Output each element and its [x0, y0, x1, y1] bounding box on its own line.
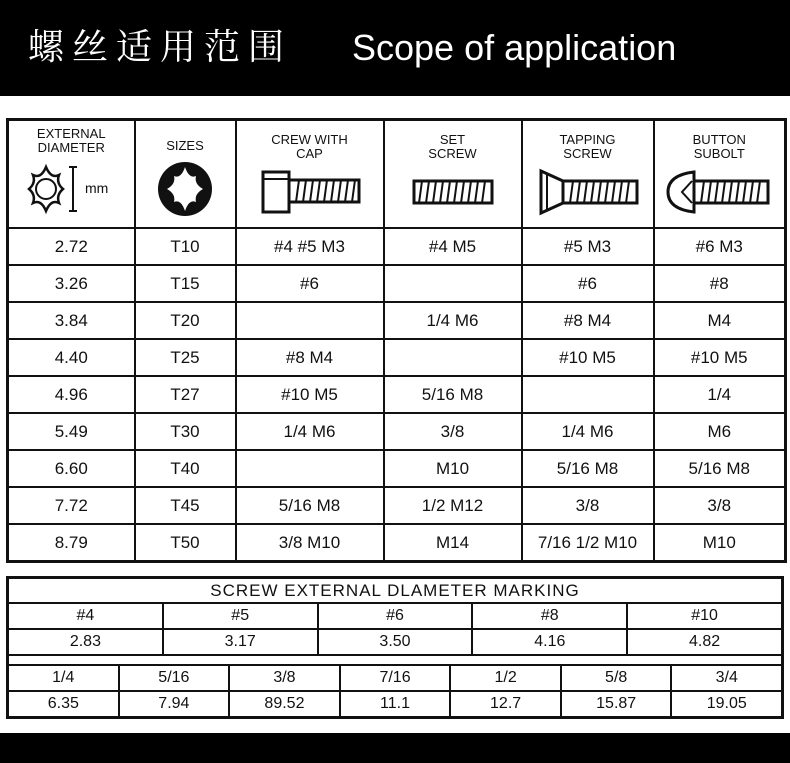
cell-button-bolt: 5/16 M8 [654, 450, 786, 487]
table-row [8, 413, 786, 450]
torx-star-filled-icon [155, 159, 215, 219]
header-button-subolt [654, 120, 786, 229]
marking-value: 3.50 [319, 630, 474, 654]
cell-set-screw [384, 265, 522, 302]
cell-button-bolt: M4 [654, 302, 786, 339]
cell-tapping-screw: 7/16 1/2 M10 [522, 524, 654, 562]
marking-value: 2.83 [9, 630, 164, 654]
cell-size: T10 [135, 228, 236, 265]
marking-label: 5/8 [562, 666, 673, 690]
marking-label: 3/4 [715, 669, 738, 686]
cell-set-screw: 1/2 M12 [384, 487, 522, 524]
title-chinese: 螺丝适用范围 [28, 27, 293, 68]
table-row [8, 376, 786, 413]
marking-value: 15.87 [562, 692, 673, 716]
marking-label: #10 [691, 607, 718, 624]
marking-table [6, 576, 784, 719]
cell-tapping-screw: 1/4 M6 [522, 413, 654, 450]
tapping-screw-icon [533, 167, 643, 217]
cell-button-bolt: M6 [654, 413, 786, 450]
cell-size: T25 [135, 339, 236, 376]
mm-label: mm [85, 180, 109, 196]
table-row [8, 487, 786, 524]
bottom-bar [0, 733, 790, 763]
cell-cap-screw [236, 450, 384, 487]
header-tapping-screw [522, 120, 654, 229]
header-row [8, 120, 786, 229]
cell-diameter: 8.79 [8, 524, 135, 562]
header-set-screw [384, 120, 522, 229]
marking-label: #4 [9, 604, 164, 628]
header-crew-with-cap [236, 120, 384, 229]
marking-row-values-1 [9, 630, 781, 656]
cell-diameter: 4.96 [8, 376, 135, 413]
cell-cap-screw: 1/4 M6 [236, 413, 384, 450]
external-diameter-label: EXTERNAL DIAMETER [36, 126, 106, 155]
button-subolt-label: BUTTON SUBOLT [692, 132, 746, 161]
title-english: Scope of application [352, 27, 677, 68]
crew-with-cap-label: CREW WITH CAP [271, 132, 348, 161]
cell-set-screw: M14 [384, 524, 522, 562]
title-bar [0, 0, 790, 96]
cell-size: T45 [135, 487, 236, 524]
cell-button-bolt: 3/8 [654, 487, 786, 524]
cell-set-screw [384, 339, 522, 376]
marking-label: #6 [319, 604, 474, 628]
marking-label: 5/16 [120, 666, 231, 690]
marking-value: 7.94 [120, 692, 231, 716]
marking-value: 89.52 [230, 692, 341, 716]
cell-cap-screw: 5/16 M8 [236, 487, 384, 524]
marking-spacer [9, 656, 781, 666]
cell-button-bolt: #6 M3 [654, 228, 786, 265]
tapping-screw-label: TAPPING SCREW [559, 132, 616, 161]
marking-row-labels-1 [9, 604, 781, 630]
marking-value: 11.1 [341, 692, 452, 716]
sizes-label: SIZES [166, 138, 204, 153]
scope-table [6, 118, 787, 563]
header-sizes [135, 120, 236, 229]
cell-cap-screw: #4 #5 M3 [236, 228, 384, 265]
cell-size: T27 [135, 376, 236, 413]
cell-tapping-screw: 5/16 M8 [522, 450, 654, 487]
cell-cap-screw: #6 [236, 265, 384, 302]
cell-set-screw: M10 [384, 450, 522, 487]
cell-size: T40 [135, 450, 236, 487]
marking-value: 6.35 [9, 692, 120, 716]
table-row [8, 228, 786, 265]
set-screw-label: SET SCREW [428, 132, 477, 161]
cell-cap-screw: #10 M5 [236, 376, 384, 413]
cell-tapping-screw: #8 M4 [522, 302, 654, 339]
cell-size: T50 [135, 524, 236, 562]
cell-button-bolt: #10 M5 [654, 339, 786, 376]
cell-diameter: 7.72 [8, 487, 135, 524]
torx-star-outline-icon [16, 161, 126, 217]
cell-set-screw: 1/4 M6 [384, 302, 522, 339]
cell-set-screw: #4 M5 [384, 228, 522, 265]
marking-row-labels-2 [9, 666, 781, 692]
cell-cap-screw: #8 M4 [236, 339, 384, 376]
table-row [8, 339, 786, 376]
cell-diameter: 3.84 [8, 302, 135, 339]
cell-size: T20 [135, 302, 236, 339]
marking-label: 3/8 [230, 666, 341, 690]
marking-label: #8 [473, 604, 628, 628]
cell-button-bolt: 1/4 [654, 376, 786, 413]
table-row [8, 524, 786, 562]
cell-tapping-screw: #6 [522, 265, 654, 302]
cell-diameter: 2.72 [8, 228, 135, 265]
marking-label: 1/2 [451, 666, 562, 690]
cell-button-bolt: #8 [654, 265, 786, 302]
marking-value: 12.7 [451, 692, 562, 716]
marking-value: 4.16 [473, 630, 628, 654]
table-row [8, 302, 786, 339]
cell-set-screw: 5/16 M8 [384, 376, 522, 413]
button-bolt-icon [664, 167, 774, 217]
cell-set-screw: 3/8 [384, 413, 522, 450]
cap-screw-icon [255, 167, 365, 217]
cell-cap-screw: 3/8 M10 [236, 524, 384, 562]
marking-title: SCREW EXTERNAL DLAMETER MARKING [9, 579, 781, 604]
cell-button-bolt: M10 [654, 524, 786, 562]
cell-diameter: 5.49 [8, 413, 135, 450]
cell-tapping-screw: #5 M3 [522, 228, 654, 265]
header-external-diameter [8, 120, 135, 229]
marking-label: 7/16 [341, 666, 452, 690]
marking-value: 3.17 [164, 630, 319, 654]
cell-tapping-screw: #10 M5 [522, 339, 654, 376]
cell-diameter: 3.26 [8, 265, 135, 302]
marking-value: 4.82 [689, 633, 721, 650]
cell-tapping-screw: 3/8 [522, 487, 654, 524]
marking-value: 19.05 [706, 695, 747, 712]
cell-diameter: 4.40 [8, 339, 135, 376]
marking-label: #5 [164, 604, 319, 628]
cell-tapping-screw [522, 376, 654, 413]
table-row [8, 450, 786, 487]
set-screw-icon [408, 167, 498, 217]
cell-diameter: 6.60 [8, 450, 135, 487]
marking-row-values-2 [9, 692, 781, 716]
cell-size: T15 [135, 265, 236, 302]
marking-label: 1/4 [9, 666, 120, 690]
cell-size: T30 [135, 413, 236, 450]
table-row [8, 265, 786, 302]
cell-cap-screw [236, 302, 384, 339]
